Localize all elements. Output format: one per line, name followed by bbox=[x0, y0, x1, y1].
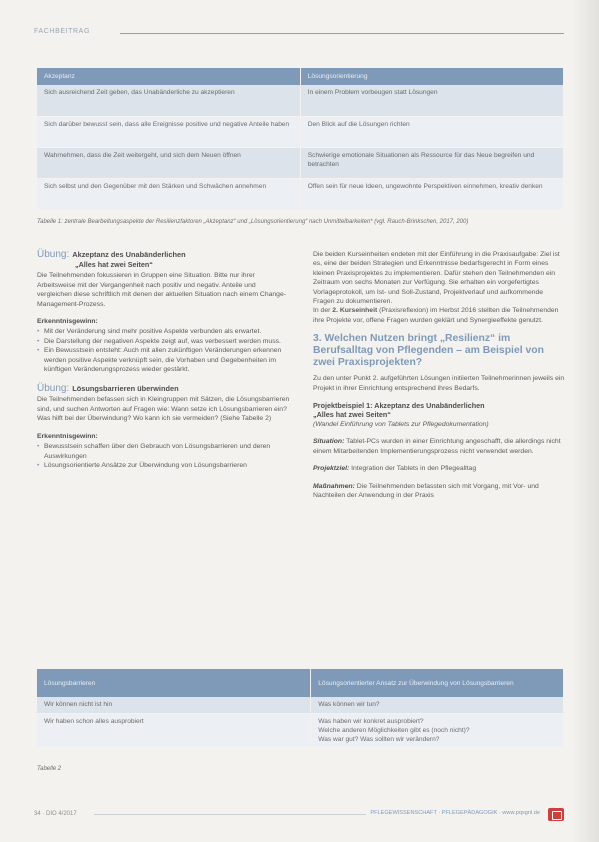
list-item: • Lösungsorientierte Ansätze zur Überwindung von Lösungsbarrieren bbox=[37, 461, 292, 470]
text-run: Tablet-PCs wurden in einer Einrichtung angeschafft, die allerdings nicht einem Mitarbeitenden Implementierungsprozess nicht verwendet werden. bbox=[313, 438, 561, 455]
table-row bbox=[37, 697, 564, 713]
table-cell: Sich selbst und den Gegenüber mit den Stärken und Schwächen annehmen bbox=[37, 178, 300, 209]
table-row bbox=[37, 713, 564, 747]
paragraph bbox=[313, 482, 565, 501]
section-label: FACHBEITRAG bbox=[34, 28, 90, 35]
exercise-body: Die Teilnehmenden befassen sich in Kleingruppen mit Sätzen, die Lösungsbarrieren sind, und suchen Antworten auf Fragen wie: Wann setze ich Lösungsbarrieren ein? Was hilft bei der Überwindung? Wo kann ich sie vermeiden? (Siehe Tabelle 2) bbox=[37, 396, 290, 423]
insight-list bbox=[37, 327, 292, 374]
exercise-label: Übung: bbox=[37, 383, 70, 395]
table2-caption: Tabelle 2 bbox=[37, 766, 62, 772]
right-column bbox=[313, 250, 565, 508]
publisher-logo-icon bbox=[548, 808, 564, 821]
label-massnahmen: Maßnahmen: bbox=[313, 482, 355, 490]
section-heading: 3. Welchen Nutzen bringt „Resilienz“ im Berufsalltag von Pflegenden – am Beispiel von zwei Praxisprojekten? bbox=[313, 333, 544, 369]
text-run: Die Teilnehmenden befassten sich mit Vorgang, mit Vor- und Nachteilen der Anwendung in der Praxis bbox=[313, 482, 539, 499]
text-run-bold: 2. Kurseinheit bbox=[332, 307, 378, 315]
table-row bbox=[37, 85, 564, 116]
table-row bbox=[37, 178, 564, 209]
exercise-title: Akzeptanz des Unabänderlichen bbox=[72, 250, 186, 259]
paragraph: Die beiden Kurseinheiten endeten mit der Einführung in die Praxisaufgabe: Ziel ist es, eine der beiden Strategien und Erkenntnisse bedarfsgerecht in Form eines kleinen Praxisprojektes zu implementieren. Dafür stehen den Teilnehmenden ein Zeitraum von sechs Monaten zur Verfügung. Sie erhalten ein vorgefertigtes Vorlageprotokoll, um Ist- und Soll-Zustand, Projektverlauf und aufkommende Fragen zu dokumentieren. bbox=[313, 251, 560, 306]
project-title: Projektbeispiel 1: Akzeptanz des Unabänderlichen bbox=[313, 401, 485, 411]
table-row bbox=[37, 147, 564, 178]
paragraph bbox=[313, 464, 565, 473]
paragraph bbox=[313, 437, 565, 456]
table-row bbox=[37, 116, 564, 147]
insight-list bbox=[37, 442, 292, 470]
table-cell: Sich darüber bewusst sein, dass alle Ereignisse positive und negative Anteile haben bbox=[37, 116, 300, 147]
list-item: • Mit der Veränderung sind mehr positive Aspekte verbunden als erwartet. bbox=[37, 327, 292, 336]
exercise-heading bbox=[37, 384, 292, 394]
table2-header-ansatz: Lösungsorientierter Ansatz zur Überwindung von Lösungsbarrieren bbox=[311, 669, 564, 697]
text-run: (Praxisreflexion) im Herbst 2016 stellten die Teilnehmenden ihre Projekte vor, offene Fragen wurden geklärt und Synergieeffekte genutzt. bbox=[313, 307, 559, 324]
table-loesungsbarrieren bbox=[37, 669, 564, 748]
table-cell: Den Blick auf die Lösungen richten bbox=[300, 116, 563, 147]
label-situation: Situation: bbox=[313, 438, 345, 446]
project-subtitle: „Alles hat zwei Seiten“ bbox=[313, 410, 391, 420]
exercise-title: Lösungsbarrieren überwinden bbox=[72, 384, 179, 394]
paragraph bbox=[313, 306, 565, 325]
publisher-line: PFLEGEWISSENSCHAFT · PFLEGEPÄDAGOGIK · www.pqsgnl.de bbox=[366, 810, 540, 816]
text-run: In der bbox=[313, 307, 333, 315]
exercise-subtitle: „Alles hat zwei Seiten“ bbox=[75, 260, 153, 269]
table-cell: Sich ausreichend Zeit geben, das Unabänderliche zu akzeptieren bbox=[37, 85, 300, 116]
table-cell: In einem Problem vorbeugen statt Lösungen bbox=[300, 85, 563, 116]
insight-heading: Erkenntnisgewinn: bbox=[37, 432, 98, 440]
label-projektziel: Projektziel: bbox=[313, 465, 350, 473]
table-cell: Was können wir tun? bbox=[311, 697, 564, 713]
list-item: • Ein Bewusstsein entsteht: Auch mit allen zukünftigen Veränderungen erkennen werden positive Aspekte verknüpft sein, die Vorhaben und Gegebenheiten im künftigen Veränderungsprozess wieder gestärkt. bbox=[37, 346, 292, 374]
page-edge-shade bbox=[571, 0, 599, 842]
paragraph: Zu den unter Punkt 2. aufgeführten Lösungen initiierten Teilnehmerinnen jeweils ein Projekt in ihrer Einrichtung entsprechend ihres Bedarfs. bbox=[313, 375, 565, 392]
left-column bbox=[37, 250, 292, 480]
table1-caption: Tabelle 1: zentrale Bearbeitungsaspekte der Resilienzfaktoren „Akzeptanz“ und „Lösungsorientierung“ nach Unmittelbarkeiten* (vgl. Rauch-Brinkschen, 2017, 200) bbox=[37, 219, 469, 225]
exercise-label: Übung: bbox=[37, 249, 70, 260]
table-cell: Offen sein für neue Ideen, ungewohnte Perspektiven einnehmen, kreativ denken bbox=[300, 178, 563, 209]
insight-heading: Erkenntnisgewinn: bbox=[37, 318, 98, 326]
table2-header-barrieren: Lösungsbarrieren bbox=[37, 669, 311, 697]
list-item: • Bewusstsein schaffen über den Gebrauch von Lösungsbarrieren und deren Auswirkungen bbox=[37, 442, 292, 461]
table-cell: Was haben wir konkret ausprobiert? Welche anderen Möglichkeiten gibt es (noch nicht)? Was war gut? Was sollten wir verändern? bbox=[311, 713, 564, 747]
page-number: 34 · DIO 4/2017 bbox=[34, 811, 77, 817]
table1-header-akzeptanz: Akzeptanz bbox=[37, 68, 300, 85]
table-cell: Wahrnehmen, dass die Zeit weitergeht, und sich dem Neuen öffnen bbox=[37, 147, 300, 178]
table1-header-loesungsorientierung: Lösungsorientierung bbox=[300, 68, 563, 85]
exercise-heading bbox=[37, 250, 292, 260]
table-cell: Schwierige emotionale Situationen als Ressource für das Neue begreifen und betrachten bbox=[300, 147, 563, 178]
table-cell: Wir können nicht ist hin bbox=[37, 697, 311, 713]
table-akzeptanz-loesungsorientierung bbox=[37, 68, 564, 210]
text-run: Integration der Tablets in den Pflegealltag bbox=[349, 465, 477, 473]
exercise-body: Die Teilnehmenden fokussieren in Gruppen eine Situation. Bitte nur ihrer Arbeitsweise mit der Vergangenheit nach positiv und negativ. Anteile und vergleichen diese schriftlich mit denen der aktuellen Situation nach einem Change-Management-Prozess. bbox=[37, 272, 286, 308]
header-rule bbox=[120, 33, 564, 34]
list-item: • Die Darstellung der negativen Aspekte zeigt auf, was verbessert werden muss. bbox=[37, 337, 292, 346]
project-note: (Wandel Einführung von Tablets zur Pflegedokumentation) bbox=[313, 420, 489, 428]
page-header bbox=[34, 28, 564, 42]
page-footer bbox=[34, 808, 564, 822]
table-cell: Wir haben schon alles ausprobiert bbox=[37, 713, 311, 747]
